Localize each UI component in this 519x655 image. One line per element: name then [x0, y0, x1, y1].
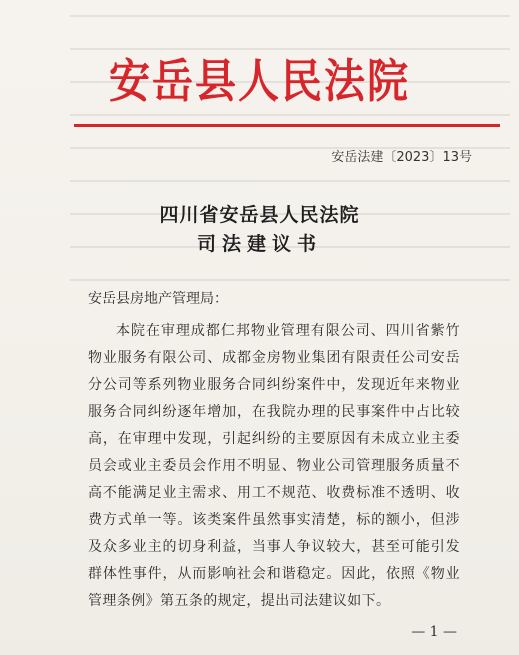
addressee: 安岳县房地产管理局： [88, 291, 228, 307]
document-title-type: 司法建议书 [196, 233, 322, 255]
page-number: — 1 — [411, 624, 457, 640]
document-title-court: 四川省安岳县人民法院 [159, 204, 360, 226]
header-divider [74, 124, 500, 127]
document-number: 安岳法建〔2023〕13号 [331, 150, 472, 165]
body-paragraph: 本院在审理成都仁邦物业管理有限公司、四川省紫竹物业服务有限公司、成都金房物业集团有限责任公司安岳分公司等系列物业服务合同纠纷案件中，发现近年来物业服务合同纠纷逐年增加，在我院办理的民事案件中占比较高，在审理中发现，引起纠纷的主要原因有未成立业主委员会或业主委员会作用不明显、物业公司管理服务质量不高不能满足业主需求、用工不规范、收费标准不透明、收费方式单一等。该类案件虽然事实清楚，标的额小，但涉及众多业主的切身利益，当事人争议较大，甚至可能引发群体性事件，从而影响社会和谐稳定。因此，依照《物业管理条例》第五条的规定，提出司法建议如下。 [88, 323, 460, 609]
court-header: 安岳县人民法院 [109, 54, 410, 109]
